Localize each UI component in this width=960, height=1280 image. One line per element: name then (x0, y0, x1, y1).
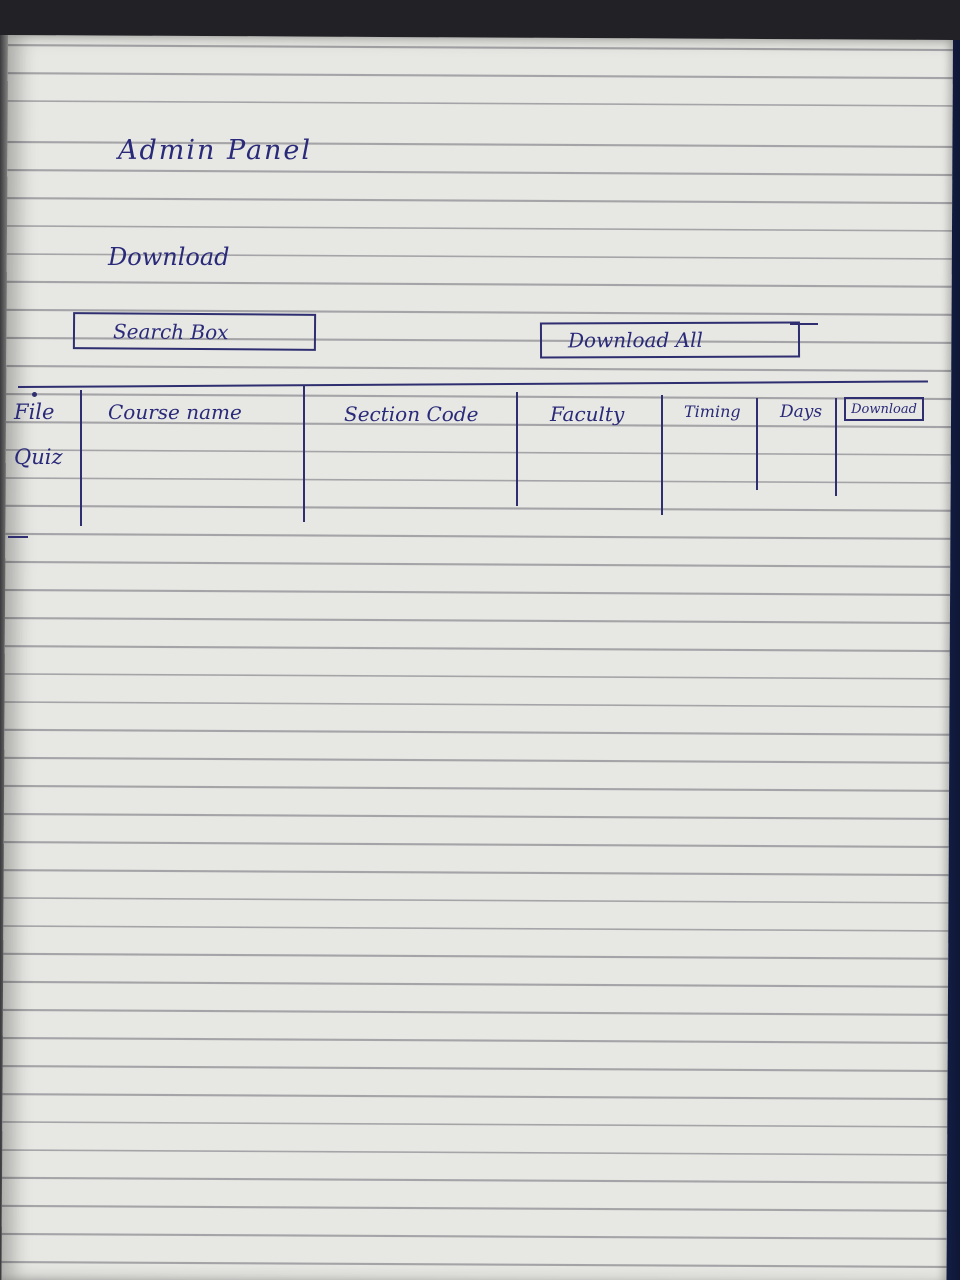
column-divider (303, 386, 305, 522)
search-input-label: Search Box (112, 318, 229, 344)
row-label-quiz: Quiz (14, 445, 63, 469)
column-header-course-name: Course name (108, 400, 242, 424)
column-header-faculty: Faculty (550, 402, 625, 426)
column-header-days: Days (780, 402, 823, 422)
column-divider (835, 398, 837, 496)
download-button-label: Download (851, 401, 917, 417)
column-divider (756, 398, 758, 490)
lined-page (1, 35, 953, 1280)
column-header-section-code: Section Code (344, 402, 479, 426)
download-all-button[interactable] (540, 322, 800, 359)
download-button[interactable] (844, 397, 924, 421)
column-divider (661, 395, 663, 515)
search-input[interactable] (73, 312, 316, 351)
column-divider (80, 390, 82, 526)
ink-dot (32, 392, 37, 397)
column-header-timing: Timing (684, 402, 741, 421)
download-all-stroke (790, 323, 818, 325)
page-title: Admin Panel (118, 135, 313, 166)
section-heading: Download (108, 243, 230, 271)
row-label-file: File (14, 400, 55, 424)
column-divider (516, 392, 518, 506)
download-all-label: Download All (567, 327, 703, 353)
ink-mark (8, 536, 28, 538)
